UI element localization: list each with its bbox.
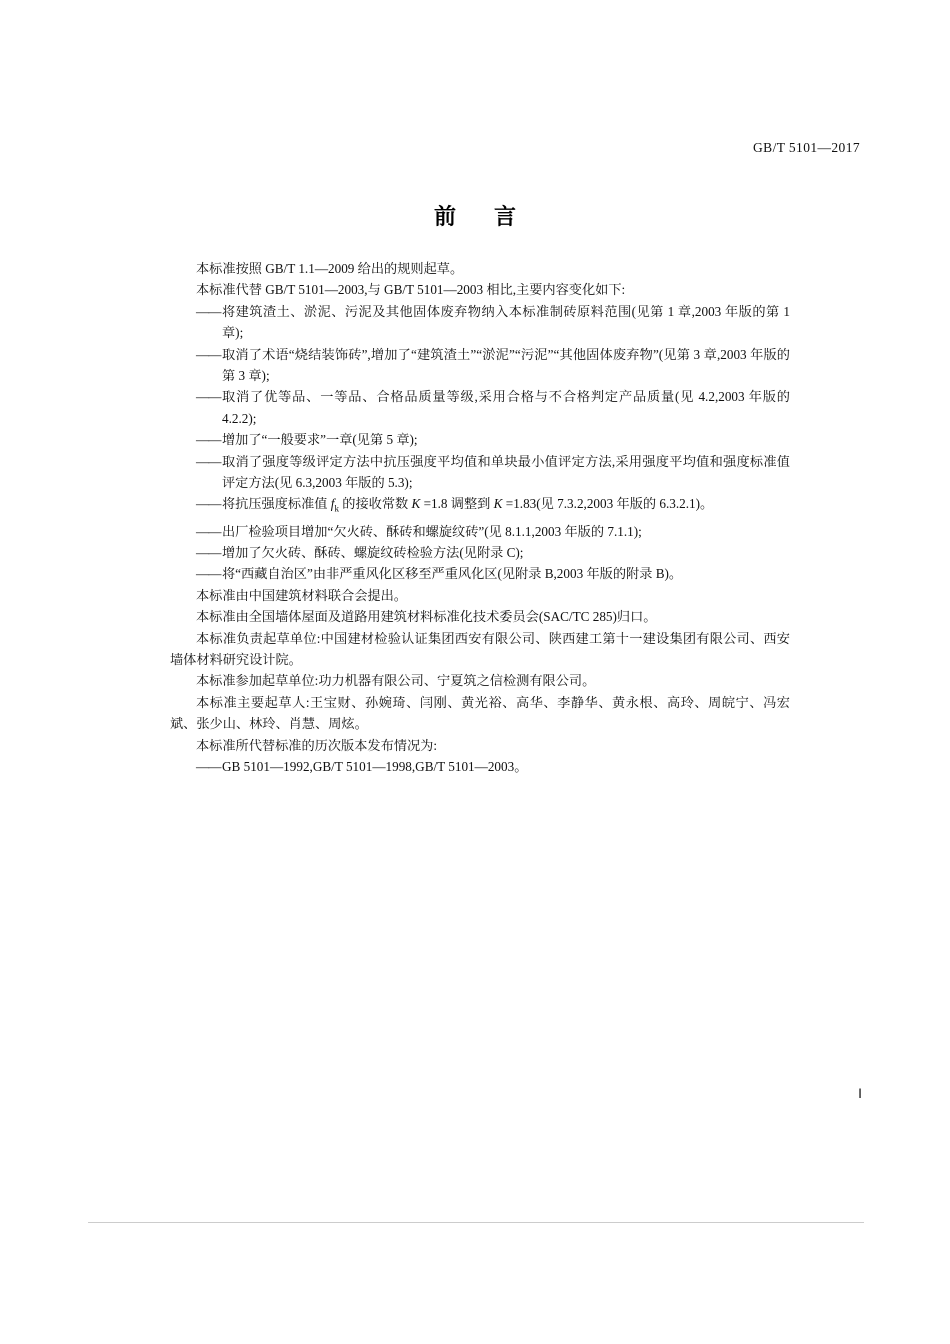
foreword-paragraph: 本标准代替 GB/T 5101—2003,与 GB/T 5101—2003 相比,主要内容变化如下:	[196, 282, 626, 298]
foreword-paragraph-text: 增加了“一般要求”一章(见第 5 章);	[222, 432, 418, 448]
foreword-paragraph: 本标准按照 GB/T 1.1—2009 给出的规则起草。	[196, 261, 464, 276]
page-number: Ⅰ	[858, 1086, 862, 1101]
foreword-paragraph-text: 取消了强度等级评定方法中抗压强度平均值和单块最小值评定方法,采用强度平均值和强度标准值评定方法(见 6.3,2003 年版的 5.3);	[222, 453, 790, 491]
list-dash-marker: ——	[196, 303, 221, 319]
foreword-paragraph: 本标准由全国墙体屋面及道路用建筑材料标准化技术委员会(SAC/TC 285)归口。	[196, 609, 657, 625]
list-dash-marker: ——	[196, 432, 221, 448]
foreword-paragraph: 本标准负责起草单位:中国建材检验认证集团西安有限公司、陕西建工第十一建设集团有限公司、西安墙体材料研究设计院。	[170, 630, 790, 667]
list-dash-marker: ——	[196, 389, 221, 405]
foreword-paragraph-text: 增加了欠火砖、酥砖、螺旋纹砖检验方法(见附录 C);	[222, 544, 524, 560]
foreword-paragraph	[170, 429, 790, 450]
list-dash-marker: ——	[196, 496, 221, 512]
foreword-paragraph-text: 将建筑渣土、淤泥、污泥及其他固体废弃物纳入本标准制砖原料范围(见第 1 章,2003 年版的第 1 章);	[222, 303, 790, 341]
list-dash-marker: ——	[196, 566, 221, 582]
foreword-paragraph	[170, 756, 790, 777]
foreword-paragraph	[170, 344, 790, 387]
foreword-paragraph	[170, 493, 790, 520]
foreword-paragraph: 本标准主要起草人:王宝财、孙婉琦、闫刚、黄光裕、高华、李静华、黄永根、高玲、周皖宁、冯宏斌、张少山、林玲、肖慧、周炫。	[170, 694, 790, 732]
list-dash-marker: ——	[196, 758, 221, 774]
foreword-paragraph: 本标准由中国建筑材料联合会提出。	[196, 587, 407, 603]
foreword-paragraph	[170, 563, 790, 584]
foreword-paragraph	[170, 386, 790, 429]
footer-divider	[88, 1222, 864, 1223]
foreword-paragraph	[170, 301, 790, 344]
foreword-paragraph	[170, 451, 790, 494]
foreword-paragraph-text: 将抗压强度标准值 $f_k$ 的接收常数 K =1.8 调整到 K =1.83(见 7.3.2,2003 年版的 6.3.2.1)。	[222, 496, 714, 515]
list-dash-marker: ——	[196, 523, 221, 539]
list-dash-marker: ——	[196, 346, 221, 362]
page-header-standard-code: GB/T 5101—2017	[753, 140, 860, 155]
foreword-paragraph-text: 将“西藏自治区”由非严重风化区移至严重风化区(见附录 B,2003 年版的附录 B)。	[222, 566, 683, 582]
foreword-paragraph: 本标准所代替标准的历次版本发布情况为:	[196, 737, 438, 753]
foreword-paragraph	[170, 521, 790, 542]
foreword-paragraph-text: 取消了优等品、一等品、合格品质量等级,采用合格与不合格判定产品质量(见 4.2,2003 年版的 4.2.2);	[222, 389, 790, 426]
foreword-body	[170, 258, 790, 777]
list-dash-marker: ——	[196, 544, 221, 560]
foreword-paragraph-text: 出厂检验项目增加“欠火砖、酥砖和螺旋纹砖”(见 8.1.1,2003 年版的 7.1.1);	[222, 523, 642, 539]
list-dash-marker: ——	[196, 453, 221, 469]
foreword-paragraph-text: 取消了术语“烧结装饰砖”,增加了“建筑渣土”“淤泥”“污泥”“其他固体废弃物”(见第 3 章,2003 年版的第 3 章);	[222, 346, 790, 384]
foreword-paragraph: 本标准参加起草单位:功力机器有限公司、宁夏筑之信检测有限公司。	[196, 673, 596, 689]
page-title: 前 言	[433, 204, 533, 229]
foreword-paragraph-text: GB 5101—1992,GB/T 5101—1998,GB/T 5101—2003。	[222, 758, 528, 774]
foreword-paragraph	[170, 542, 790, 563]
